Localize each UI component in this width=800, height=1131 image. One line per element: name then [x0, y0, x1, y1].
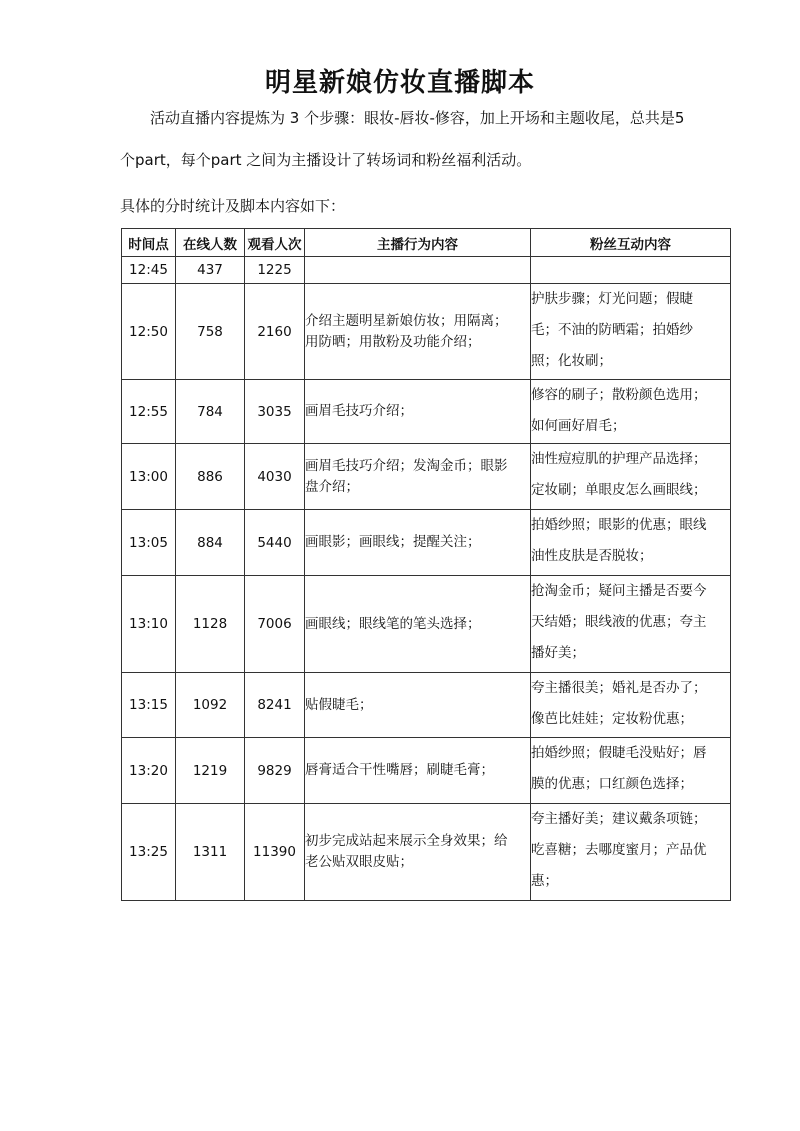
fan-interaction-line: 毛；不油的防晒霜；拍婚纱 — [531, 322, 693, 338]
host-content-line: 画眉毛技巧介绍；发淘金币；眼影 — [305, 457, 508, 474]
cell-fan-interaction — [531, 510, 731, 576]
table-row — [122, 444, 731, 510]
fan-interaction-line: 天结婚；眼线液的优惠；夸主 — [531, 614, 707, 630]
cell-host-content — [305, 738, 531, 804]
cell-host-content — [305, 510, 531, 576]
table-row — [122, 673, 731, 738]
header-fan-interaction: 粉丝互动内容 — [531, 229, 731, 257]
cell-fan-interaction — [531, 284, 731, 380]
header-host-content: 主播行为内容 — [305, 229, 531, 257]
cell-fan-interaction — [531, 380, 731, 444]
cell-online: 1128 — [176, 576, 245, 673]
host-content-line: 用防晒；用散粉及功能介绍； — [305, 333, 481, 350]
cell-time: 13:25 — [122, 804, 176, 901]
table-row — [122, 510, 731, 576]
cell-fan-interaction — [531, 257, 731, 284]
cell-online: 758 — [176, 284, 245, 380]
cell-views: 5440 — [245, 510, 305, 576]
fan-interaction-line: 夸主播很美；婚礼是否办了； — [531, 680, 707, 696]
cell-host-content — [305, 284, 531, 380]
fan-interaction-line: 膜的优惠；口红颜色选择； — [531, 776, 693, 792]
intro-paragraph-line-3: 具体的分时统计及脚本内容如下： — [120, 197, 346, 215]
cell-time: 12:55 — [122, 380, 176, 444]
host-content-line: 唇膏适合干性嘴唇；刷睫毛膏； — [305, 762, 494, 778]
cell-online: 884 — [176, 510, 245, 576]
fan-interaction-line: 油性痘痘肌的护理产品选择； — [531, 451, 707, 467]
cell-host-content — [305, 804, 531, 901]
cell-views: 4030 — [245, 444, 305, 510]
fan-interaction-line: 吃喜糖；去哪度蜜月；产品优 — [531, 842, 707, 858]
host-content-line: 画眉毛技巧介绍； — [305, 403, 413, 419]
cell-time: 13:10 — [122, 576, 176, 673]
cell-time: 13:05 — [122, 510, 176, 576]
cell-fan-interaction — [531, 804, 731, 901]
cell-fan-interaction — [531, 444, 731, 510]
cell-fan-interaction — [531, 576, 731, 673]
fan-interaction-line: 拍婚纱照；眼影的优惠；眼线 — [531, 517, 707, 533]
cell-online: 1311 — [176, 804, 245, 901]
cell-views: 2160 — [245, 284, 305, 380]
host-content-line: 介绍主题明星新娘仿妆；用隔离； — [305, 312, 508, 329]
cell-online: 1092 — [176, 673, 245, 738]
fan-interaction-line: 抢淘金币；疑问主播是否要今 — [531, 583, 707, 599]
fan-interaction-line: 像芭比娃娃；定妆粉优惠； — [531, 711, 693, 727]
fan-interaction-line: 修容的刷子；散粉颜色选用； — [531, 387, 707, 403]
cell-fan-interaction — [531, 738, 731, 804]
cell-online: 784 — [176, 380, 245, 444]
cell-time: 13:15 — [122, 673, 176, 738]
table-row — [122, 284, 731, 380]
table-row — [122, 804, 731, 901]
header-time: 时间点 — [122, 229, 176, 257]
cell-views: 1225 — [245, 257, 305, 284]
fan-interaction-line: 照；化妆刷； — [531, 353, 612, 369]
table-row — [122, 380, 731, 444]
intro-paragraph-line-1: 活动直播内容提炼为 3 个步骤：眼妆-唇妆-修容，加上开场和主题收尾，总共是5 — [150, 109, 685, 127]
host-content-line: 初步完成站起来展示全身效果；给 — [305, 833, 508, 849]
host-content-line: 画眼线；眼线笔的笔头选择； — [305, 615, 481, 632]
page-title: 明星新娘仿妆直播脚本 — [264, 68, 535, 98]
cell-online: 1219 — [176, 738, 245, 804]
cell-views: 8241 — [245, 673, 305, 738]
cell-fan-interaction — [531, 673, 731, 738]
host-content-line: 贴假睫毛； — [305, 696, 373, 713]
header-views: 观看人次 — [245, 229, 305, 257]
cell-host-content — [305, 380, 531, 444]
table-header-row — [122, 229, 731, 257]
table-row — [122, 738, 731, 804]
fan-interaction-line: 定妆刷；单眼皮怎么画眼线； — [531, 482, 707, 498]
host-content-line: 画眼影；画眼线；提醒关注； — [305, 534, 481, 550]
cell-time: 13:20 — [122, 738, 176, 804]
fan-interaction-line: 惠； — [531, 873, 558, 889]
cell-online: 437 — [176, 257, 245, 284]
cell-time: 12:45 — [122, 257, 176, 284]
cell-time: 12:50 — [122, 284, 176, 380]
fan-interaction-line: 夸主播好美；建议戴条项链； — [531, 811, 707, 827]
cell-host-content — [305, 576, 531, 673]
header-online: 在线人数 — [176, 229, 245, 257]
host-content-line: 老公贴双眼皮贴； — [305, 854, 413, 870]
host-content-line: 盘介绍； — [305, 478, 359, 495]
fan-interaction-line: 拍婚纱照；假睫毛没贴好；唇 — [531, 745, 707, 761]
fan-interaction-line: 如何画好眉毛； — [531, 418, 626, 434]
table-row — [122, 257, 731, 284]
cell-online: 886 — [176, 444, 245, 510]
cell-host-content — [305, 444, 531, 510]
cell-views: 3035 — [245, 380, 305, 444]
cell-views: 9829 — [245, 738, 305, 804]
fan-interaction-line: 播好美； — [531, 645, 585, 661]
cell-views: 11390 — [245, 804, 305, 901]
cell-host-content — [305, 673, 531, 738]
table-row — [122, 576, 731, 673]
cell-time: 13:00 — [122, 444, 176, 510]
cell-host-content — [305, 257, 531, 284]
intro-paragraph-line-2: 个part，每个part 之间为主播设计了转场词和粉丝福利活动。 — [120, 151, 532, 169]
script-table — [121, 228, 731, 901]
cell-views: 7006 — [245, 576, 305, 673]
fan-interaction-line: 油性皮肤是否脱妆； — [531, 548, 653, 564]
fan-interaction-line: 护肤步骤；灯光问题；假睫 — [531, 291, 693, 307]
